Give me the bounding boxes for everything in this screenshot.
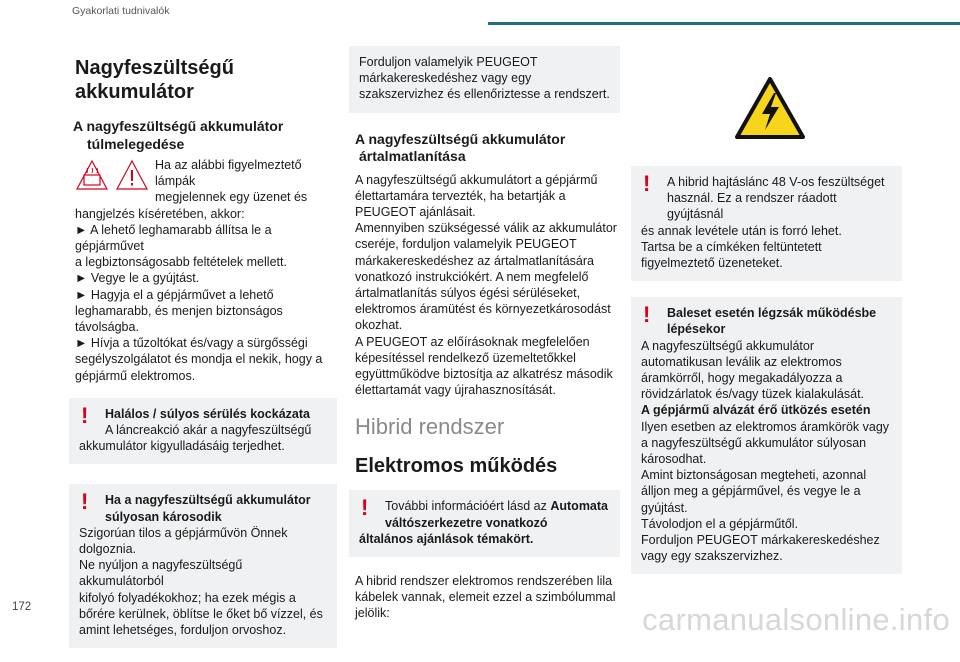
info-box-contact-dealer	[349, 46, 620, 113]
text-line: A láncreakció akár a nagyfeszültségű	[105, 423, 312, 438]
warning-title: Ha a nagyfeszültségű akkumulátor	[105, 493, 311, 508]
warning-title: Baleset esetén légzsák működésbe	[667, 306, 877, 321]
subtitle-line: túlmelegedése	[87, 135, 185, 152]
subtitle-line: A nagyfeszültségű akkumulátor	[355, 130, 566, 147]
cable-paragraph	[355, 573, 620, 622]
text-line: álljon meg a gépjárművel, és vegye le a	[641, 484, 861, 499]
text-line: Szigorúan tilos a gépjárművön Önnek	[79, 525, 288, 540]
text-line: megjelennek egy üzenet és	[155, 190, 308, 205]
page-number: 172	[12, 601, 32, 613]
text-line: akkumulátor kigyulladásáig terjedhet.	[79, 439, 285, 454]
exclamation-icon: !	[361, 495, 369, 521]
disposal-paragraph	[355, 172, 620, 399]
exclamation-icon: !	[643, 171, 651, 196]
bold-line: A gépjármű alvázát érő ütközés esetén	[641, 403, 871, 418]
warning-box-48v	[631, 166, 902, 281]
text-line: Ilyen esetben az elektromos áramkörök vagy	[641, 419, 890, 434]
text-line: amint lehetséges, forduljon orvoshoz.	[79, 623, 287, 638]
text-line	[359, 531, 610, 547]
text-line	[359, 515, 610, 531]
general-warning-icon	[115, 159, 149, 193]
text-line	[359, 498, 610, 514]
text-line: hangjelzés kíséretében, akkor:	[75, 206, 245, 221]
warning-title: Halálos / súlyos sérülés kockázata	[105, 406, 310, 421]
text-line: és annak levétele után is forró lehet.	[641, 223, 842, 238]
warning-lamps	[75, 159, 149, 195]
header-bar	[488, 22, 960, 25]
info-link-text: Automata	[550, 499, 609, 514]
column-1	[75, 42, 337, 662]
info-link-text: általános ajánlások témakört.	[359, 531, 534, 546]
text-line: jelölik:	[355, 606, 390, 621]
text-line: szakszervizhez és ellenőriztesse a rendszert.	[359, 87, 610, 102]
text-line: vonatkozó instrukciókért. A nem megfelelő	[355, 269, 589, 284]
text-line: cseréje, forduljon valamelyik PEUGEOT	[355, 237, 577, 252]
text-line: kábelek vannak, elemeit ezzel a szimbólummal	[355, 590, 616, 605]
high-voltage-warning-icon	[734, 76, 806, 140]
text-line: A hibrid rendszer elektromos rendszerében lila	[355, 574, 613, 589]
text-line: bőrére kerülnek, öblítse le őket bő vízzel, és	[79, 606, 323, 621]
exclamation-icon: !	[643, 302, 651, 328]
text-line: A nagyfeszültségű akkumulátor	[641, 338, 815, 353]
step-line: ► Hívja a tűzoltókat és/vagy a sürgősségi	[75, 336, 308, 351]
subsection-title-overheating	[73, 118, 337, 153]
text-line: dolgoznia.	[79, 542, 136, 557]
text-line: használ. Ez a rendszer ráadott gyújtásnál	[667, 191, 837, 222]
text-line: márkakereskedéshez vagy egy	[359, 71, 532, 86]
text-line: Ha az alábbi figyelmeztető lámpák	[155, 158, 302, 189]
text-line: kifolyó folyadékokhoz; ha ezek mégis a	[79, 590, 296, 605]
subsection-title-disposal	[355, 131, 620, 166]
step-line: ► Hagyja el a gépjárművet a lehető	[75, 287, 274, 302]
section-title	[75, 56, 337, 104]
step-line: ► Vegye le a gyújtást.	[75, 271, 200, 286]
text-line: A nagyfeszültségű akkumulátort a gépjármű	[355, 172, 598, 187]
step-line: segélyszolgálatot és mondja el nekik, hogy a	[75, 352, 323, 367]
text-line: Amint biztonságosan megteheti, azonnal	[641, 468, 867, 483]
hybrid-system-title: Hibrid rendszer	[355, 414, 505, 440]
text-line: elektromos áramütést és környezetkárosodást	[355, 302, 611, 317]
text-line: képesítéssel rendelkező üzemeltetőkkel	[355, 350, 576, 365]
text-line: károsodhat.	[641, 452, 707, 467]
text-line: PEUGEOT ajánlásait.	[355, 205, 476, 220]
section-header: Gyakorlati tudnivalók	[72, 5, 170, 17]
info-link-text: váltószerkezetre vonatkozó	[385, 515, 548, 530]
text-line: Amennyiben szükségessé válik az akkumulátor	[355, 221, 617, 236]
exclamation-icon: !	[81, 402, 89, 428]
step-line: ► A lehető leghamarabb állítsa le a gépjárművet	[75, 222, 272, 254]
column-3	[637, 42, 902, 588]
text-line: rövidzárlatok és/vagy tüzek kialakulását.	[641, 387, 865, 402]
text-line: Tartsa be a címkéken feltüntetett	[641, 239, 822, 254]
text-line: automatikusan leválik az elektromos	[641, 354, 842, 369]
column-2	[355, 46, 620, 622]
warning-box-airbag-deployment	[631, 297, 902, 574]
warning-title: súlyosan károsodik	[105, 509, 222, 524]
step-line: leghamarabb, és menjen biztonságos	[75, 303, 283, 318]
step-line: gépjármű elektromos.	[75, 368, 196, 383]
text-line: Forduljon valamelyik PEUGEOT	[359, 55, 538, 69]
text-line: élettartamára tervezték, ha betartják a	[355, 188, 566, 203]
text-line: élettartamát vagy újrahasznosítását.	[355, 383, 556, 398]
title-line: akkumulátor	[75, 81, 194, 103]
subtitle-line: A nagyfeszültségű akkumulátor	[73, 118, 284, 134]
text-line: A PEUGEOT az előírásoknak megfelelően	[355, 334, 590, 349]
text-line: márkakereskedéshez az ártalmatlanítására	[355, 253, 595, 268]
warning-box-damaged-battery	[69, 484, 337, 648]
warning-box-fatal-injury	[69, 398, 337, 465]
info-box-automatic-gearbox	[349, 490, 620, 557]
text-line: ártalmatlanítás súlyos égési sérüléseket,	[355, 286, 581, 301]
exclamation-icon: !	[81, 489, 89, 515]
text-line: figyelmeztető üzeneteket.	[641, 256, 783, 271]
warning-lamps-paragraph	[75, 157, 337, 384]
text-line: Ne nyúljon a nagyfeszültségű akkumulátorból	[79, 558, 243, 589]
title-line: Nagyfeszültségű	[75, 57, 234, 79]
info-text: További információért lásd az	[385, 499, 551, 514]
battery-heat-warning-icon	[75, 159, 109, 193]
text-line: okozhat.	[355, 318, 403, 333]
text-line: vagy egy szakszervizhez.	[641, 549, 783, 564]
text-line: együttműködve biztosítja az alkatrész második	[355, 367, 613, 382]
text-line: A hibrid hajtáslánc 48 V-os feszültséget	[667, 175, 885, 189]
text-line: Forduljon PEUGEOT márkakereskedéshez	[641, 533, 880, 548]
text-line: áramkörről, hogy megakadályozza a	[641, 371, 843, 386]
text-line: gyújtást.	[641, 500, 688, 515]
step-line: a legbiztonságosabb feltételek mellett.	[75, 255, 287, 270]
text-line: Távolodjon el a gépjárműtől.	[641, 516, 799, 531]
watermark: carmanualsonline.info	[642, 602, 950, 637]
electric-operation-title: Elektromos működés	[355, 455, 558, 478]
step-line: távolságba.	[75, 320, 139, 335]
subtitle-line: ártalmatlanítása	[359, 148, 466, 165]
warning-title: lépésekor	[667, 322, 726, 337]
text-line: a nagyfeszültségű akkumulátor súlyosan	[641, 435, 867, 450]
